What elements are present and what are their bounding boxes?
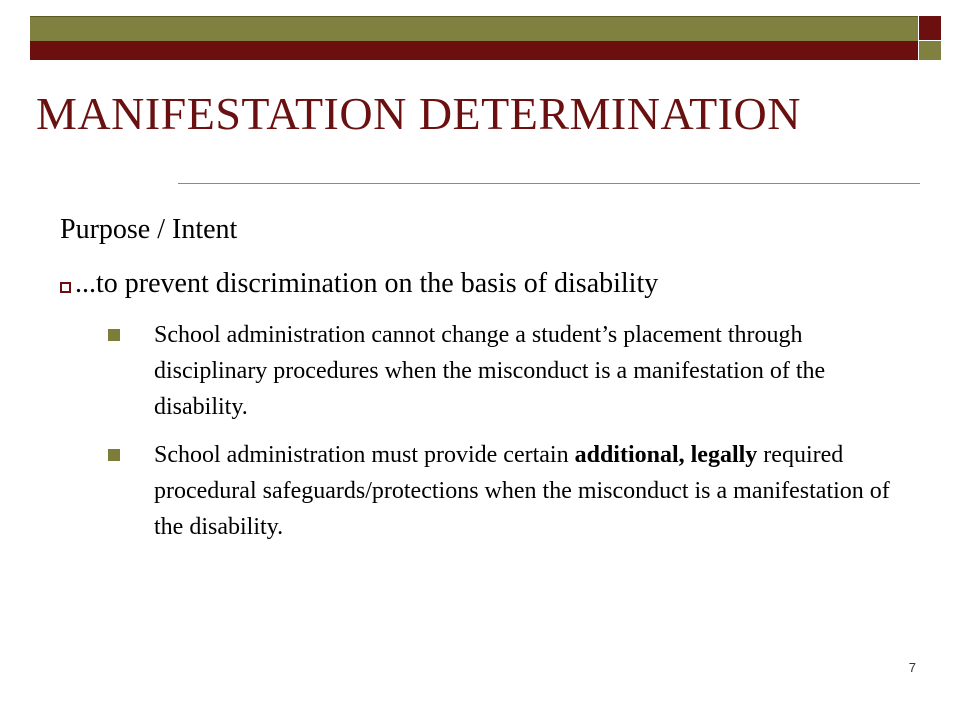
sub-bullet-text: School administration cannot change a student’s placement through disciplinary procedures when the misconduct is a manifestation of the disability. [154,322,826,420]
sub-bullet-text-pre: School administration must provide certain [154,442,575,468]
title-divider [178,183,920,184]
top-banner-maroon [30,41,918,60]
sub-bullet-text [154,437,898,545]
banner-corner-maroon [919,16,941,40]
hollow-square-icon [60,282,71,293]
square-bullet-icon [108,449,120,461]
banner-corner-olive [919,41,941,60]
slide-title: MANIFESTATION DETERMINATION [36,88,801,139]
main-bullet-text: ...to prevent discrimination on the basis of disability [75,268,659,299]
main-bullet-point [60,267,920,301]
sub-bullet-point-2 [108,437,898,545]
sub-bullet-text-emphasis: additional, legally [574,442,758,468]
sub-bullet-point-1 [108,317,898,425]
square-bullet-icon [108,329,120,341]
sub-bullet-text-post: required procedural safeguards/protections when the misconduct is a manifestation of the disability. [154,442,890,540]
section-heading: Purpose / Intent [60,214,238,245]
page-number: 7 [908,660,916,675]
